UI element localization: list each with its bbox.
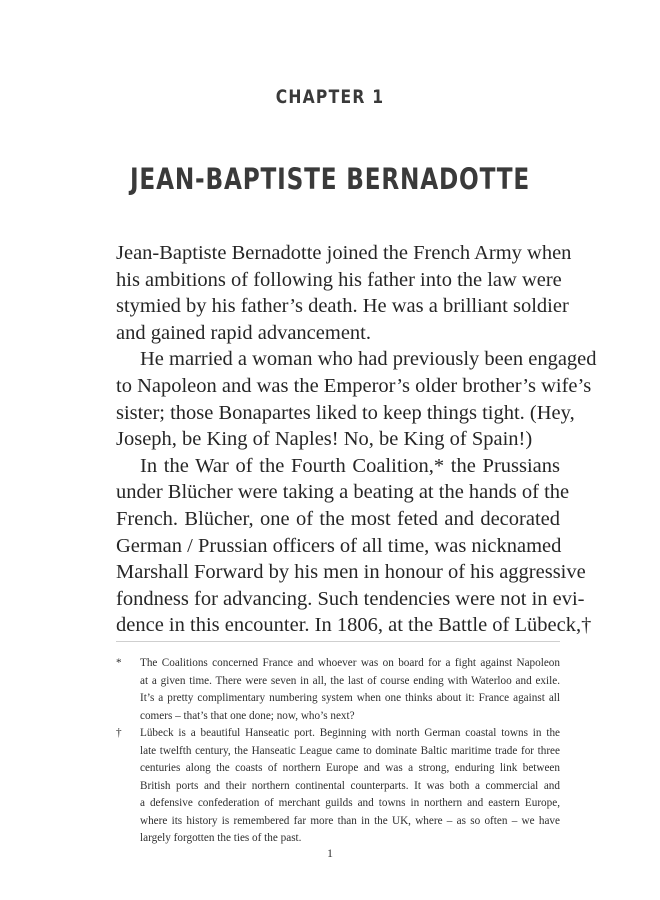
body-line: to Napoleon and was the Emperor’s older brother’s wife’s (116, 374, 592, 397)
paragraph-1 (116, 240, 572, 346)
footnote-line: It’s a pretty complimentary numbering system when one thinks about it: France against all (140, 692, 560, 704)
footnote-line: centuries along the coasts of northern Europe and was a strong, enduring link between (140, 762, 560, 774)
body-line: Marshall Forward by his men in honour of his aggressive (116, 561, 586, 584)
footnotes (116, 655, 560, 848)
footnote-line: a defensive confederation of merchant guilds and towns in northern and eastern Europe, (140, 797, 560, 809)
footnote-line: where its history is remembered far more than in the UK, where – as so often – we have (140, 814, 560, 827)
body-text (116, 240, 597, 639)
body-line: and gained rapid advancement. (116, 321, 371, 344)
body-line: under Blücher were taking a beating at the hands of the (116, 481, 570, 504)
footnote-line: largely forgotten the ties of the past. (140, 832, 302, 844)
chapter-title: JEAN-BAPTISTE BERNADOTTE (129, 162, 531, 196)
footnote-line: British ports and their northern continental counterparts. It was both a commercial and (140, 779, 560, 792)
footnote-1 (116, 655, 560, 725)
footnote-marker: † (116, 727, 122, 739)
footnote-marker: * (116, 657, 122, 669)
paragraph-2 (116, 346, 597, 452)
body-line: sister; those Bonapartes liked to keep things tight. (Hey, (116, 401, 575, 424)
body-line: dence in this encounter. In 1806, at the Battle of Lübeck,† (116, 614, 592, 637)
footnote-divider (116, 641, 560, 642)
body-line: German / Prussian officers of all time, was nicknamed (116, 534, 562, 557)
body-line: French. Blücher, one of the most feted and decorated (116, 507, 560, 530)
body-line: In the War of the Fourth Coalition,* the Prussians (140, 454, 560, 477)
paragraph-3 (116, 453, 592, 639)
footnote-line: The Coalitions concerned France and whoever was on board for a fight against Napoleon (140, 657, 560, 669)
body-line: He married a woman who had previously been engaged (140, 348, 597, 371)
footnote-line: at a given time. There were seven in all, the last of course ending with Waterloo and exile. (140, 674, 560, 687)
body-line: fondness for advancing. Such tendencies were not in evi- (116, 587, 585, 610)
footnote-2 (116, 725, 560, 848)
page-number: 1 (327, 846, 333, 860)
chapter-label: CHAPTER 1 (275, 86, 385, 108)
body-line: his ambitions of following his father into the law were (116, 268, 562, 291)
body-line: Joseph, be King of Naples! No, be King of Spain!) (116, 428, 533, 451)
footnote-line: Lübeck is a beautiful Hanseatic port. Beginning with north German coastal towns in the (140, 727, 560, 739)
body-line: Jean-Baptiste Bernadotte joined the French Army when (116, 242, 572, 264)
body-line: stymied by his father’s death. He was a brilliant soldier (116, 295, 569, 318)
footnote-line: late twelfth century, the Hanseatic League came to dominate Baltic maritime trade for three (140, 744, 560, 757)
footnote-line: comers – that’s that one done; now, who’s next? (140, 709, 355, 722)
